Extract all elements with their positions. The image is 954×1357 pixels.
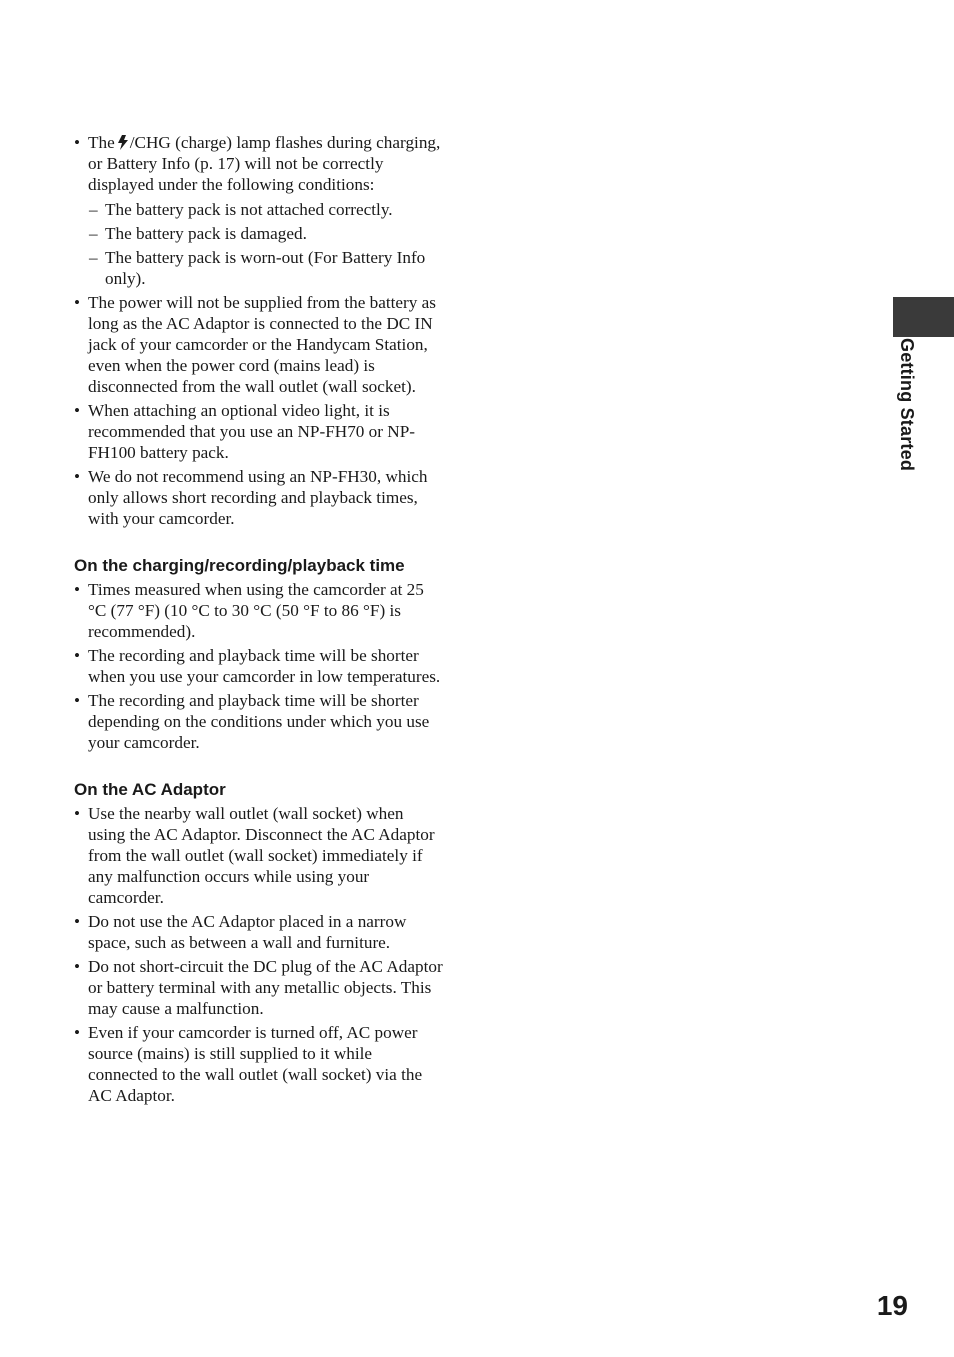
list-item: • When attaching an optional video light, it is recommended that you use an NP-FH70 or NP-FH100 battery pack. <box>74 400 444 463</box>
list-item <box>74 132 444 289</box>
list-item: • We do not recommend using an NP-FH30, which only allows short recording and playback times, with your camcorder. <box>74 466 444 529</box>
list-item: • The recording and playback time will be shorter depending on the conditions under which you use your camcorder. <box>74 690 444 753</box>
flash-bolt-icon <box>117 135 129 150</box>
chapter-tab-label <box>880 338 936 488</box>
bullet-list <box>74 132 444 529</box>
section-heading-ac-adaptor: On the AC Adaptor <box>74 780 226 799</box>
list-item: • Do not use the AC Adaptor placed in a narrow space, such as between a wall and furniture. <box>74 911 444 953</box>
list-item: • The power will not be supplied from the battery as long as the AC Adaptor is connected to the DC IN jack of your camcorder or the Handycam Station, even when the power cord (mains lead) is disconnected from the wall outlet (wall socket). <box>74 292 444 397</box>
list-item: • Do not short-circuit the DC plug of the AC Adaptor or battery terminal with any metallic objects. This may cause a malfunction. <box>74 956 444 1019</box>
chapter-tab-text: Getting Started <box>897 338 917 472</box>
sub-item: – The battery pack is damaged. <box>88 223 444 244</box>
list-item: • The recording and playback time will be shorter when you use your camcorder in low temperatures. <box>74 645 444 687</box>
page-number: 19 <box>876 1290 908 1321</box>
section-heading-charging-time: On the charging/recording/playback time <box>74 556 405 575</box>
list-item: • Times measured when using the camcorder at 25 °C (77 °F) (10 °C to 30 °C (50 °F to 86 °F) is recommended). <box>74 579 444 642</box>
sub-item: – The battery pack is worn-out (For Battery Info only). <box>88 247 444 289</box>
main-column <box>74 132 444 1109</box>
list-item: • Even if your camcorder is turned off, AC power source (mains) is still supplied to it while connected to the wall outlet (wall socket) via the AC Adaptor. <box>74 1022 444 1106</box>
sub-list <box>88 199 444 289</box>
bullet-list <box>74 579 444 753</box>
sub-item: – The battery pack is not attached correctly. <box>88 199 444 220</box>
bullet-list <box>74 803 444 1106</box>
chapter-tab-marker <box>893 297 954 337</box>
list-item: • Use the nearby wall outlet (wall socket) when using the AC Adaptor. Disconnect the AC Adaptor from the wall outlet (wall socket) immediately if any malfunction occurs while using your camcorder. <box>74 803 444 908</box>
item-text: /CHG (charge) lamp flashes during charging, or Battery Info (p. 17) will not be correctly displayed under the following conditions: <box>88 133 441 194</box>
item-prefix: The <box>88 133 115 152</box>
